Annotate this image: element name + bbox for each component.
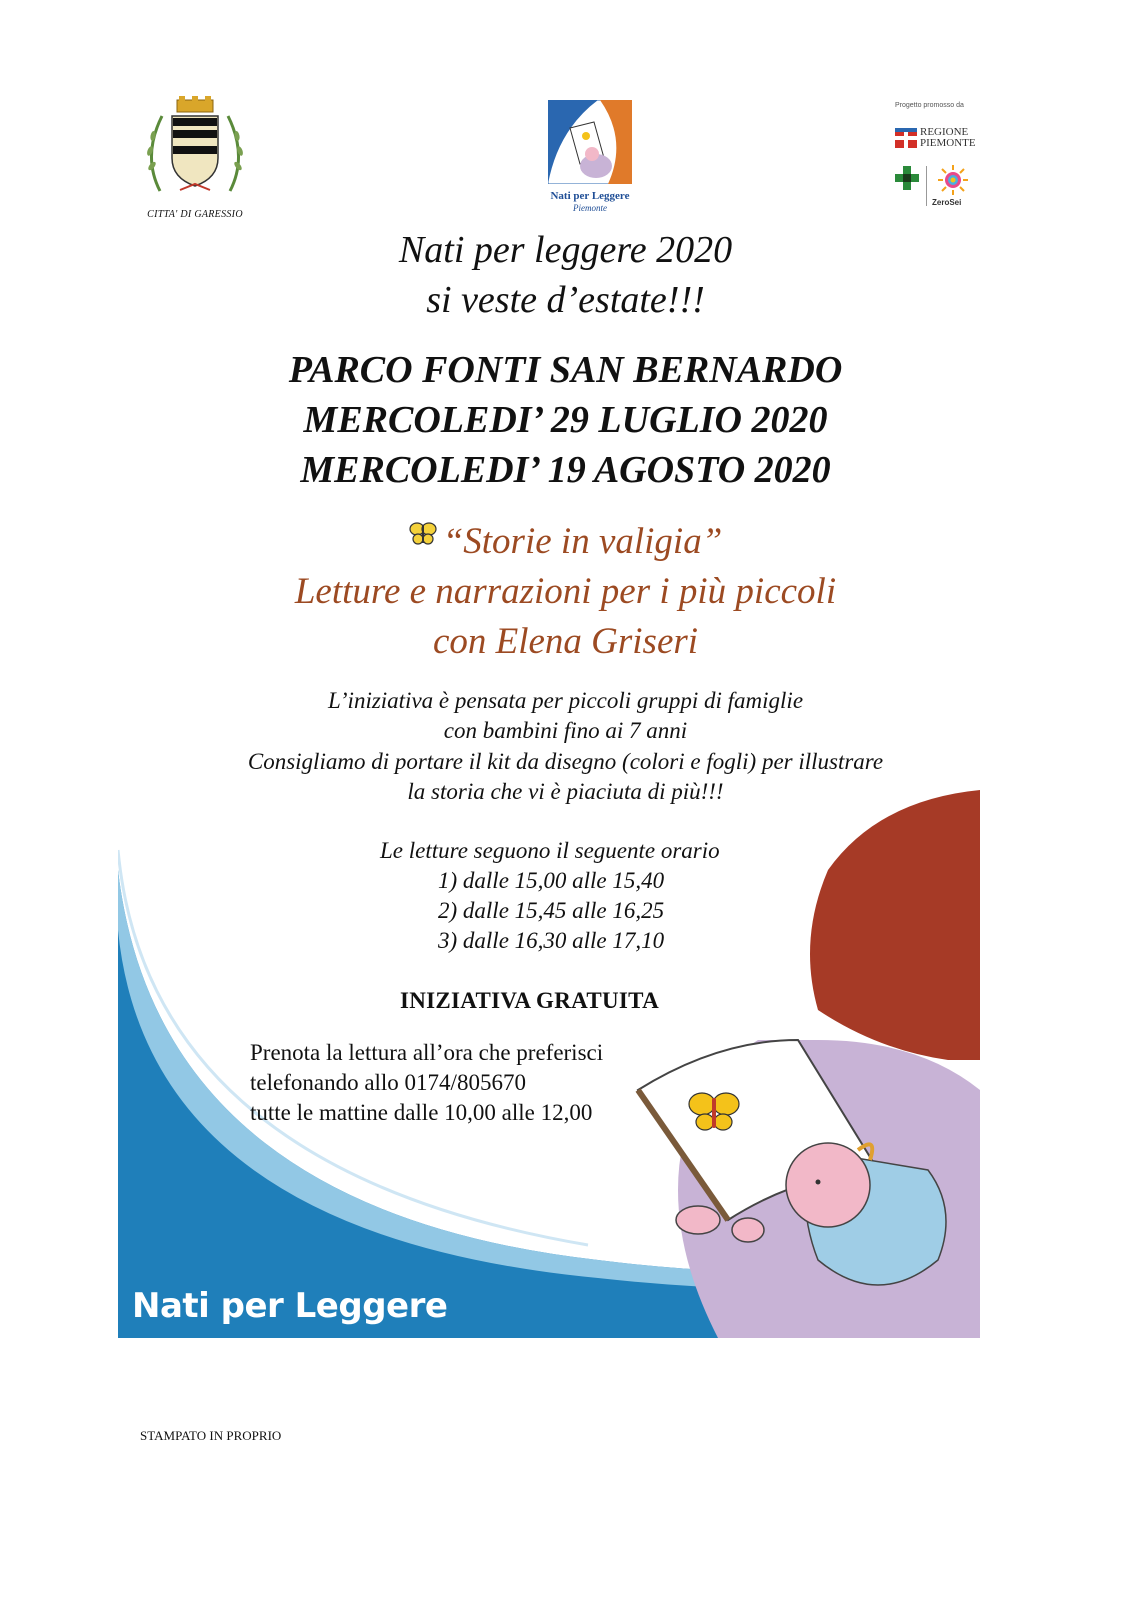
event-subtitle-1: Letture e narrazioni per i più piccoli [294,571,837,612]
booking-line-3: tutte le mattine dalle 10,00 alle 12,00 [250,1100,593,1125]
event-date-2: MERCOLEDI’ 19 AGOSTO 2020 [300,449,831,491]
event-name-row [0,520,1131,563]
zerosei-caption: ZeroSei [932,198,962,207]
regione-piemonte-flag-icon [895,128,917,148]
description-line-4: la storia che vi è piaciuta di più!!! [407,779,724,804]
booking-line-2: telefonando allo 0174/805670 [250,1070,526,1095]
nati-per-leggere-logo-icon [548,100,632,184]
booking-line-1: Prenota la lettura all’ora che preferisci [250,1040,604,1065]
butterfly-icon [409,521,437,547]
schedule-title: Le letture seguono il seguente orario [380,838,720,863]
event-subtitle-2: con Elena Griseri [432,621,699,662]
description-line-2: con bambini fino ai 7 anni [443,718,688,743]
event-name: “Storie in valigia” [442,521,723,562]
description-line-1: L’iniziativa è pensata per piccoli gruppi di famiglie [327,688,804,713]
nati-per-leggere-subcaption: Piemonte [573,203,607,213]
zerosei-sun-logo-icon [937,164,969,196]
free-event-label: INIZIATIVA GRATUITA [400,988,659,1013]
title-line-1: Nati per leggere 2020 [398,229,733,271]
regione-line1: REGIONE [920,126,969,138]
schedule-slot-3: 3) dalle 16,30 alle 17,10 [438,928,665,953]
promo-text: Progetto promosso da [895,102,964,109]
logo-divider [926,166,927,206]
event-date-1: MERCOLEDI’ 29 LUGLIO 2020 [303,399,828,441]
checkered-cross-logo-icon [895,166,919,190]
regione-piemonte-text [920,127,976,149]
garessio-crest-icon [140,96,250,196]
schedule-slot-1: 1) dalle 15,00 alle 15,40 [438,868,665,893]
title-line-2: si veste d’estate!!! [426,279,705,321]
regione-line2: PIEMONTE [920,137,976,149]
nati-per-leggere-caption: Nati per Leggere [550,190,630,202]
nati-per-leggere-brand: Nati per Leggere [132,1286,448,1326]
crest-caption: CITTA' DI GARESSIO [147,209,243,220]
footer-printed-note: STAMPATO IN PROPRIO [140,1428,282,1443]
event-venue: PARCO FONTI SAN BERNARDO [288,349,843,391]
schedule-slot-2: 2) dalle 15,45 alle 16,25 [438,898,665,923]
description-line-3: Consigliamo di portare il kit da disegno (colori e fogli) per illustrare [247,749,884,774]
